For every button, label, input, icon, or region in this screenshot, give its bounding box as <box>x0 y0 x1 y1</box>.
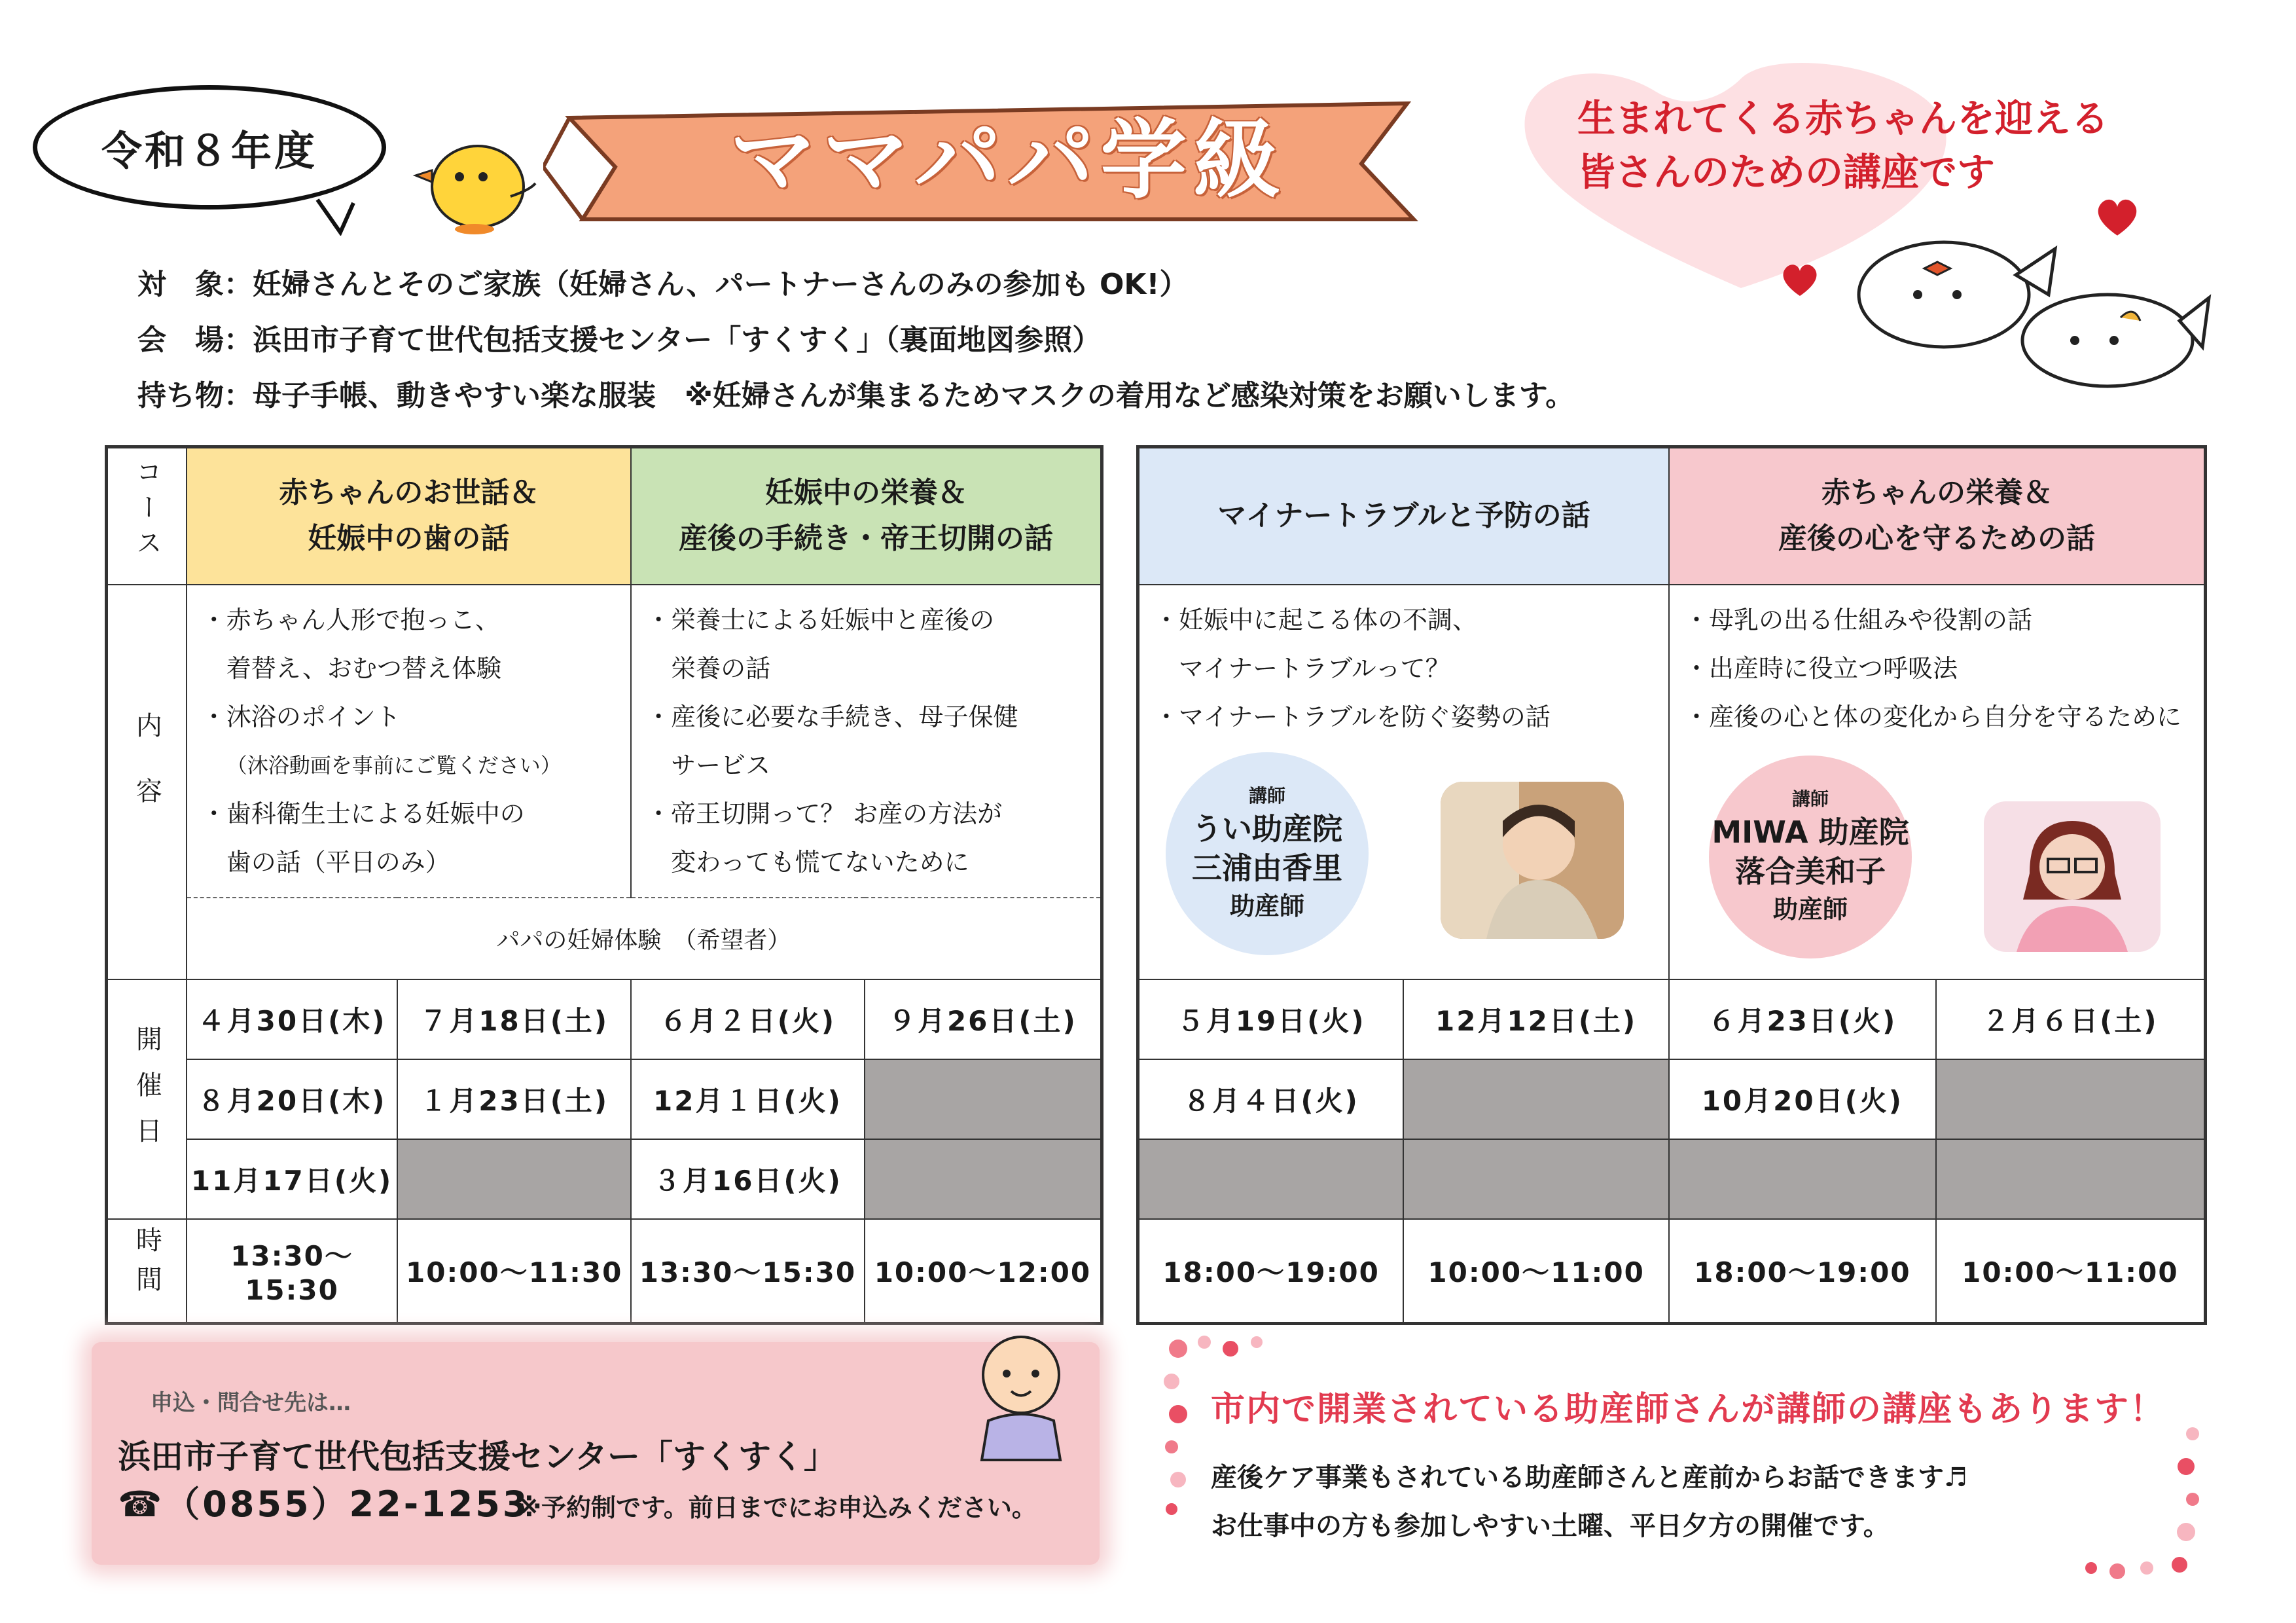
date-cell-empty <box>1669 1139 1936 1219</box>
lecturer-badge-miwa: 講師 MIWA 助産院 落合美和子 助産師 <box>1709 756 1912 958</box>
date-cell: ６月２日(火) <box>631 979 865 1059</box>
midwife-line1: 産後ケア事業もされている助産師さんと産前からお話できます♬ <box>1211 1463 1967 1493</box>
date-cell: ２月６日(土) <box>1936 979 2206 1059</box>
time-cell: 13:30～15:30 <box>631 1219 865 1324</box>
tagline-line2: 皆さんのための講座です <box>1577 150 1996 194</box>
chick-icon <box>412 124 537 236</box>
time-cell: 10:00～12:00 <box>865 1219 1102 1324</box>
seal-couple-icon <box>1846 223 2212 393</box>
date-cell: 12月１日(火) <box>631 1059 865 1139</box>
date-cell: 11月17日(火) <box>187 1139 398 1219</box>
course3-content: ・妊娠中に起こる体の不調、 マイナートラブルって？ ・マイナートラブルを防ぐ姿勢の話 講師 うい助産院 三浦由香里 助産師 <box>1138 585 1669 979</box>
time-cell: 10:00～11:00 <box>1936 1219 2206 1324</box>
date-cell-empty <box>1403 1059 1669 1139</box>
course1-header: 赤ちゃんのお世話＆ 妊娠中の歯の話 <box>187 447 631 585</box>
date-cell-empty <box>1138 1139 1404 1219</box>
tagline <box>1577 92 2166 199</box>
date-cell: ８月４日(火) <box>1138 1059 1404 1139</box>
row-label-time: 時間 <box>107 1219 187 1324</box>
date-cell: ８月20日(木) <box>187 1059 398 1139</box>
date-cell: ４月30日(木) <box>187 979 398 1059</box>
date-cell: 10月20日(火) <box>1669 1059 1936 1139</box>
year-speech-bubble <box>33 85 386 210</box>
course4-header: 赤ちゃんの栄養＆ 産後の心を守るための話 <box>1669 447 2206 585</box>
venue-line: 会 場：浜田市子育て世代包括支援センター「すくすく」（裏面地図参照） <box>137 323 1102 357</box>
midwife-line2: お仕事中の方も参加しやすい土曜、平日夕方の開催です。 <box>1211 1511 1890 1541</box>
date-cell-empty <box>865 1059 1102 1139</box>
lecturer-badge-ui: 講師 うい助産院 三浦由香里 助産師 <box>1166 752 1369 955</box>
flower-decoration-icon <box>2081 1421 2212 1584</box>
midwife-text <box>1211 1453 1967 1550</box>
tagline-line1: 生まれてくる赤ちゃんを迎える <box>1577 96 2109 141</box>
bubble-tail <box>314 196 360 236</box>
contact-note: ※予約制です。前日までにお申込みください。 <box>517 1493 1037 1522</box>
date-cell: ７月18日(土) <box>397 979 631 1059</box>
baby-icon <box>962 1329 1080 1467</box>
midwife-heading: 市内で開業されている助産師さんが講師の講座もあります！ <box>1211 1390 2166 1429</box>
date-cell: １月23日(土) <box>397 1059 631 1139</box>
contact-phone[interactable]: ☎（0855）22-1253 <box>118 1484 530 1525</box>
schedule-table-right <box>1136 445 2207 1325</box>
date-cell-empty <box>865 1139 1102 1219</box>
papa-pregnancy-experience: パパの妊婦体験 （希望者） <box>187 898 1102 979</box>
row-label-dates: 開催日 <box>107 979 187 1219</box>
time-cell: 10:00～11:30 <box>397 1219 631 1324</box>
time-cell: 10:00～11:00 <box>1403 1219 1669 1324</box>
schedule-table-left <box>105 445 1103 1325</box>
fiscal-year: 令和８年度 <box>101 126 317 175</box>
date-cell-empty <box>1403 1139 1669 1219</box>
date-cell-empty <box>1936 1059 2206 1139</box>
lecturer-photo <box>1984 801 2161 952</box>
items-line: 持ち物：母子手帳、動きやすい楽な服装 ※妊婦さんが集まるためマスクの着用など感染対策をお願いします。 <box>137 379 1575 412</box>
target-line: 対 象：妊婦さんとそのご家族（妊婦さん、パートナーさんのみの参加も OK!） <box>137 268 1189 301</box>
lecturer-photo <box>1441 782 1624 939</box>
date-cell: ６月23日(火) <box>1669 979 1936 1059</box>
time-cell: 18:00～19:00 <box>1138 1219 1404 1324</box>
course3-header: マイナートラブルと予防の話 <box>1138 447 1669 585</box>
contact-center-name: 浜田市子育て世代包括支援センター「すくすく」 <box>118 1438 836 1476</box>
contact-label: 申込・問合せ先は… <box>151 1390 351 1416</box>
date-cell-empty <box>1936 1139 2206 1219</box>
course4-content: ・母乳の出る仕組みや役割の話 ・出産時に役立つ呼吸法 ・産後の心と体の変化から自分を守るために 講師 MIWA 助産院 落合美和子 助産師 <box>1669 585 2206 979</box>
date-cell: ５月19日(火) <box>1138 979 1404 1059</box>
date-cell: ３月16日(火) <box>631 1139 865 1219</box>
row-label-course: コース <box>107 447 187 585</box>
time-cell: 18:00～19:00 <box>1669 1219 1936 1324</box>
date-cell-empty <box>397 1139 631 1219</box>
course1-content: ・赤ちゃん人形で抱っこ、 着替え、おむつ替え体験 ・沐浴のポイント （沐浴動画を事前にご覧ください） ・歯科衛生士による妊娠中の 歯の話（平日のみ） <box>187 585 631 898</box>
course2-content: ・栄養士による妊娠中と産後の 栄養の話 ・産後に必要な手続き、母子保健 サービス ・帝王切開って？ お産の方法が 変わっても慌てないために <box>631 585 1102 898</box>
time-cell: 13:30～15:30 <box>187 1219 398 1324</box>
date-cell: ９月26日(土) <box>865 979 1102 1059</box>
course2-header: 妊娠中の栄養＆ 産後の手続き・帝王切開の話 <box>631 447 1102 585</box>
date-cell: 12月12日(土) <box>1403 979 1669 1059</box>
page-title: ママパパ学級 <box>729 110 1287 211</box>
row-label-content: 内容 <box>107 585 187 979</box>
